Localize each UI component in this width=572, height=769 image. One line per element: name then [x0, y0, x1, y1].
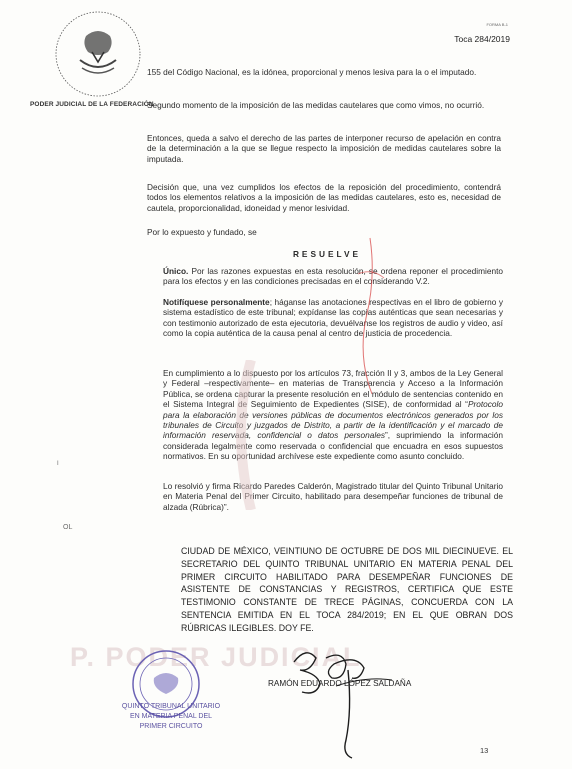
- paragraph-2: Segundo momento de la imposición de las medidas cautelares que como vimos, no ocurrió.: [147, 100, 485, 110]
- judicial-watermark: P. PODER JUDICIAL: [70, 642, 362, 672]
- stamp-line-1: QUINTO TRIBUNAL UNITARIO: [121, 703, 221, 710]
- unico-label: Único.: [163, 266, 189, 276]
- certification-text: CIUDAD DE MÉXICO, VEINTIUNO DE OCTUBRE DE DOS MIL DIECINUEVE. EL SECRETARIO DEL QUINTO TRIBUNAL UNITARIO EN MATERIA PENAL DEL PRIMER CIRCUITO HABILITADO PARA DESEMPEÑAR FUNCIONES DE ASISTENTE DE CONSTANCIAS Y REGISTROS, CERTIFICA QUE ESTE TESTIMONIO CONSTANTE DE TRECE PÁGINAS, CONCUERDA CON LA SENTENCIA EMITIDA EN EL TOCA 284/2019; EN EL QUE OBRAN DOS RÚBRICAS ILEGIBLES. DOY FE.: [181, 546, 513, 633]
- paragraph-3: Entonces, queda a salvo el derecho de las partes de interponer recurso de apelación en contra de la determinación a la que se llegue respecto la imposición de medidas cautelares sobre la imputada.: [147, 133, 501, 164]
- paragraph-1: 155 del Código Nacional, es la idónea, proporcional y menos lesiva para la o el imputado.: [147, 67, 477, 77]
- paragraph-unico: [163, 266, 503, 287]
- paragraph-4: Decisión que, una vez cumplidos los efectos de la reposición del procedimiento, contendrá todos los elementos relativos a la imposición de las medidas cautelares, esto es, necesidad de cautela, proporcionalidad, idoneidad y menor lesividad.: [147, 182, 501, 213]
- notifiquese-text: ; háganse las anotaciones respectivas en el libro de gobierno y sistema estadístico de este tribunal; expídanse las copias auténticas que sean necesarias y con testimonio autorizado de esta ejecutoria, devuélvanse los registros de audio y video, así como la copia auténtica de la causa penal al centro de justicia de procedencia.: [163, 297, 504, 339]
- stamp-line-3: PRIMER CIRCUITO: [139, 723, 203, 730]
- stamp-line-2: EN MATERIA PENAL DEL: [129, 713, 213, 720]
- handwritten-signature: [288, 640, 438, 760]
- page-number: 13: [480, 746, 489, 755]
- margin-mark-lower: OL: [63, 524, 73, 531]
- paragraph-transparencia: [163, 368, 503, 462]
- faint-stamp-mark: [221, 360, 261, 510]
- margin-mark-upper: I: [57, 461, 59, 467]
- transparencia-text-a: En cumplimiento a lo dispuesto por los artículos 73, fracción II y 3, ambos de la Ley General y Federal –respectivamente– en materias de Transparencia y Acceso a la Información Pública, se ordena capturar la presente resolución en el módulo de sentencias contenido en el Sistema Integral de Seguimiento de Expedientes (SISE), de conformidad al “: [163, 368, 503, 410]
- mexican-coat-of-arms-seal: [52, 8, 144, 100]
- signer-name: RAMÓN EDUARDO LÓPEZ SALDAÑA: [268, 679, 412, 688]
- paragraph-notifiquese: [163, 297, 503, 339]
- protocol-title: Protocolo para la elaboración de versiones públicas de documentos electrónicos generados por los tribunales de Circuito y juzgados de Distrito, a partir de la identificación y el marcado de información reservada, confidencial o datos personales: [163, 399, 503, 441]
- form-code: FORMA B-1: [486, 22, 508, 27]
- transparencia-text-b: ”, suprimiendo la información considerada legalmente como reservada o confidencial que encuadra en esos supuestos normativos. En su oportunidad archívese este expediente como asunto concluido.: [163, 430, 503, 462]
- paragraph-5: Por lo expuesto y fundado, se: [147, 227, 257, 237]
- unico-text: Por las razones expuestas en esta resolución, se ordena reponer el procedimiento para los efectos y en las condiciones precisadas en el considerando V.2.: [163, 266, 503, 287]
- paragraph-firma: Lo resolvió y firma Ricardo Paredes Calderón, Magistrado titular del Quinto Tribunal Unitario en Materia Penal del Primer Circuito, habilitado para desempeñar funciones de tribunal de alzada (Rúbrica)”.: [163, 481, 503, 512]
- red-annotation-mark: [340, 236, 400, 396]
- institution-name: PODER JUDICIAL DE LA FEDERACIÓN: [30, 101, 154, 108]
- toca-header: Toca 284/2019: [454, 34, 510, 44]
- notifiquese-label: Notifíquese personalmente: [163, 297, 270, 307]
- resuelve-heading: RESUELVE: [292, 249, 362, 259]
